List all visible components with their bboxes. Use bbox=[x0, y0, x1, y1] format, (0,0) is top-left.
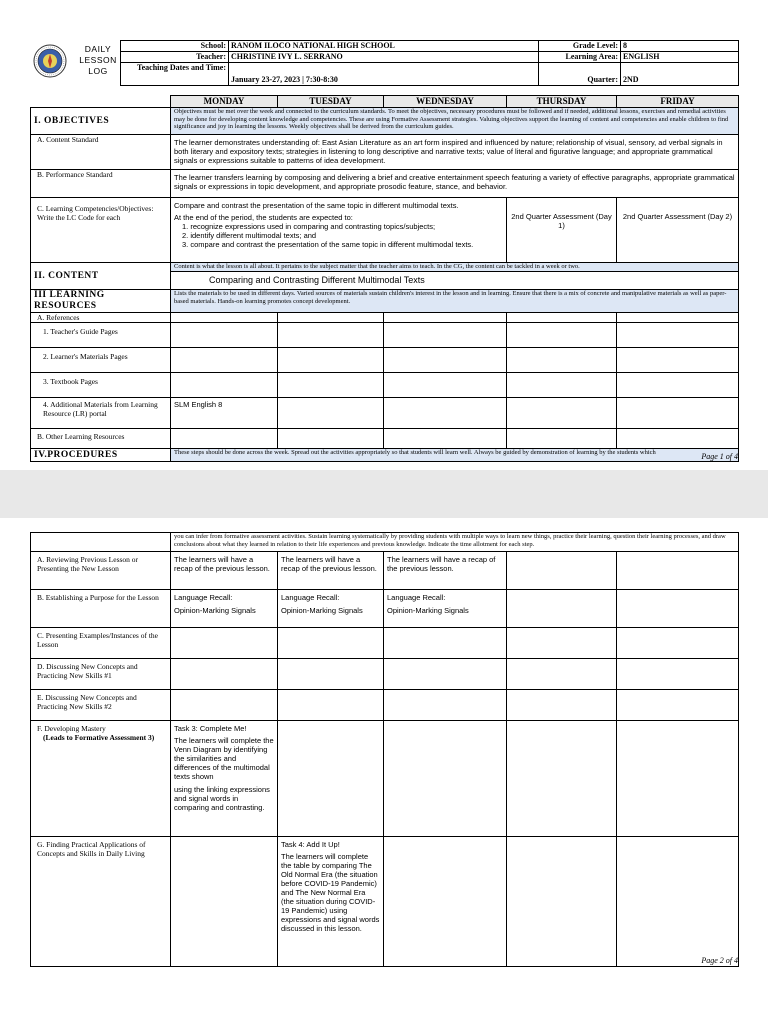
teacher-value: CHRISTINE IVY L. SERRANO bbox=[229, 52, 539, 63]
proc-e-label: E. Discussing New Concepts and Practicing New Skills #2 bbox=[31, 690, 171, 721]
proc-g-text: The learners will complete the table by comparing The Old Normal Era (the situation before COVID-19 Pandemic) and The New Normal Era (the situation during COVID-19 Pandemic) using expressions and signal words discussed in this lesson. bbox=[281, 852, 380, 933]
competency-2: 2. identify different multimodal texts; and bbox=[182, 231, 317, 240]
proc-a-tuesday: The learners will have a recap of the previous lesson. bbox=[278, 552, 384, 590]
page-number-2: Page 2 of 4 bbox=[701, 956, 738, 965]
header-table bbox=[120, 40, 739, 86]
proc-f-monday bbox=[171, 721, 278, 837]
performance-standard-label: B. Performance Standard bbox=[31, 170, 171, 198]
proc-g-label: G. Finding Practical Applications of Concepts and Skills in Daily Living bbox=[31, 837, 171, 967]
page-gap bbox=[0, 470, 768, 518]
proc-f-task: Task 3: Complete Me! bbox=[174, 724, 247, 733]
proc-f-label-sub: (Leads to Formative Assessment 3) bbox=[43, 733, 155, 742]
teachers-guide-label: 1. Teacher's Guide Pages bbox=[31, 323, 171, 348]
day-wednesday: WEDNESDAY bbox=[384, 96, 507, 108]
proc-b-wednesday-line1: Language Recall: bbox=[387, 593, 446, 602]
learners-materials-label: 2. Learner's Materials Pages bbox=[31, 348, 171, 373]
competency-3: 3. compare and contrast the presentation of the same topic in different multimodal texts. bbox=[182, 240, 474, 249]
area-value: ENGLISH bbox=[621, 52, 739, 63]
competencies-lead: At the end of the period, the students are expected to: bbox=[174, 213, 353, 222]
quarter-label: Quarter: bbox=[539, 63, 621, 86]
proc-b-tuesday-line1: Language Recall: bbox=[281, 593, 340, 602]
lr-monday: SLM English 8 bbox=[171, 398, 278, 429]
proc-g-task: Task 4: Add It Up! bbox=[281, 840, 340, 849]
quarter-value: 2ND bbox=[621, 63, 739, 86]
proc-a-monday: The learners will have a recap of the previous lesson. bbox=[171, 552, 278, 590]
proc-f-text-2: using the linking expressions and signal words in comparing and contrasting. bbox=[174, 785, 270, 812]
proc-b-wednesday bbox=[384, 590, 507, 628]
proc-b-monday-line1: Language Recall: bbox=[174, 593, 233, 602]
day-monday: MONDAY bbox=[171, 96, 278, 108]
dll-table-page-1 bbox=[30, 95, 739, 462]
procedures-note-2: you can infer from formative assessment activities. Sustain learning systematically by providing students with multiple ways to learn new things, practice their learning, question their learning processes, and draw conclusions about what they learned in relation to their life experiences and previous knowledge. Indicate the time allotment for each step. bbox=[171, 533, 739, 552]
proc-b-monday bbox=[171, 590, 278, 628]
dll-table-page-2 bbox=[30, 532, 739, 967]
content-note: Content is what the lesson is all about. It pertains to the subject matter that the teacher aims to teach. In the CG, the content can be tackled in a week or two. bbox=[171, 263, 738, 272]
proc-a-wednesday: The learners will have a recap of the previous lesson. bbox=[384, 552, 507, 590]
assessment-day-2: 2nd Quarter Assessment (Day 2) bbox=[617, 198, 739, 263]
procedures-heading: IV.PROCEDURES bbox=[31, 449, 171, 462]
resources-note: Lists the materials to be used in different days. Varied sources of materials sustain children's interest in the lesson and in learning. Ensure that there is a mix of concrete and manipulative materials as well as paper-based materials. Hands-on learning promotes concept development. bbox=[171, 290, 739, 313]
competencies-intro: Compare and contrast the presentation of the same topic in different multimodal texts. bbox=[174, 201, 459, 210]
other-resources-label: B. Other Learning Resources bbox=[31, 429, 171, 449]
school-label: School: bbox=[121, 41, 229, 52]
performance-standard-text: The learner transfers learning by composing and delivering a brief and creative entertainment speech featuring a variety of effective paragraphs, appropriate grammatical signals or expressions in topic development, and appropriate prosodic feature, stance, and behavior. bbox=[171, 170, 739, 198]
proc-b-tuesday bbox=[278, 590, 384, 628]
page-1 bbox=[0, 0, 768, 470]
page-number-1: Page 1 of 4 bbox=[701, 452, 738, 461]
proc-f-label-main: F. Developing Mastery bbox=[37, 724, 106, 733]
content-cell bbox=[171, 263, 739, 290]
proc-g-tuesday bbox=[278, 837, 384, 967]
competencies-text bbox=[171, 198, 507, 263]
resources-heading: III LEARNING RESOURCES bbox=[31, 290, 171, 313]
day-thursday: THURSDAY bbox=[507, 96, 617, 108]
proc-b-tuesday-line2: Opinion-Marking Signals bbox=[281, 606, 363, 615]
area-label: Learning Area: bbox=[539, 52, 621, 63]
day-friday: FRIDAY bbox=[617, 96, 739, 108]
teacher-label: Teacher: bbox=[121, 52, 229, 63]
day-tuesday: TUESDAY bbox=[278, 96, 384, 108]
proc-b-monday-line2: Opinion-Marking Signals bbox=[174, 606, 256, 615]
proc-b-wednesday-line2: Opinion-Marking Signals bbox=[387, 606, 469, 615]
assessment-day-1: 2nd Quarter Assessment (Day 1) bbox=[507, 198, 617, 263]
competency-1: 1. recognize expressions used in comparing and contrasting topics/subjects; bbox=[182, 222, 436, 231]
school-value: RANOM ILOCO NATIONAL HIGH SCHOOL bbox=[229, 41, 539, 52]
objectives-note: Objectives must be met over the week and connected to the curriculum standards. To meet the objectives, necessary procedures must be followed and if needed, additional lessons, exercises and remedial activities may be done for developing content knowledge and competencies. These are using Formative Assessment strategies. Valuing objectives support the learning of content and competencies and enable children to find significance and joy in learning the lessons. Weekly objectives shall be derived from the curriculum guides. bbox=[171, 108, 739, 135]
textbook-label: 3. Textbook Pages bbox=[31, 373, 171, 398]
dates-value: January 23-27, 2023 | 7:30-8:30 bbox=[229, 63, 539, 86]
deped-seal-icon bbox=[33, 44, 67, 78]
grade-value: 8 bbox=[621, 41, 739, 52]
objectives-heading: I. OBJECTIVES bbox=[31, 108, 171, 135]
page-2 bbox=[0, 518, 768, 1024]
content-standard-label: A. Content Standard bbox=[31, 135, 171, 170]
content-topic: Comparing and Contrasting Different Multimodal Texts bbox=[209, 274, 425, 285]
proc-f-text: The learners will complete the Venn Diagram by identifying the similarities and differences of the multimodal texts shown bbox=[174, 736, 274, 781]
dates-label: Teaching Dates and Time: bbox=[121, 63, 229, 86]
procedures-note-1: These steps should be done across the week. Spread out the activities appropriately so that students will learn well. Always be guided by demonstration of learning by the students which bbox=[171, 449, 739, 462]
content-heading: II. CONTENT bbox=[31, 263, 171, 290]
grade-label: Grade Level: bbox=[539, 41, 621, 52]
proc-d-label: D. Discussing New Concepts and Practicing New Skills #1 bbox=[31, 659, 171, 690]
proc-f-label bbox=[31, 721, 171, 837]
proc-a-label: A. Reviewing Previous Lesson or Presenting the New Lesson bbox=[31, 552, 171, 590]
content-standard-text: The learner demonstrates understanding of: East Asian Literature as an art form inspired and influenced by nature; relationship of visual, sensory, ad verbal signals in both literary and expository texts; strategies in listening to long descriptive and narrative texts; value of literal and figurative language; and appropriate grammatical signals or expressions suitable to patterns of idea development. bbox=[171, 135, 739, 170]
lr-portal-label: 4. Additional Materials from Learning Resource (LR) portal bbox=[31, 398, 171, 429]
proc-c-label: C. Presenting Examples/Instances of the Lesson bbox=[31, 628, 171, 659]
proc-b-label: B. Establishing a Purpose for the Lesson bbox=[31, 590, 171, 628]
competencies-label: C. Learning Competencies/Objectives: Write the LC Code for each bbox=[31, 198, 171, 263]
references-label: A. References bbox=[31, 313, 171, 323]
dll-title: DAILY LESSON LOG bbox=[79, 44, 117, 76]
